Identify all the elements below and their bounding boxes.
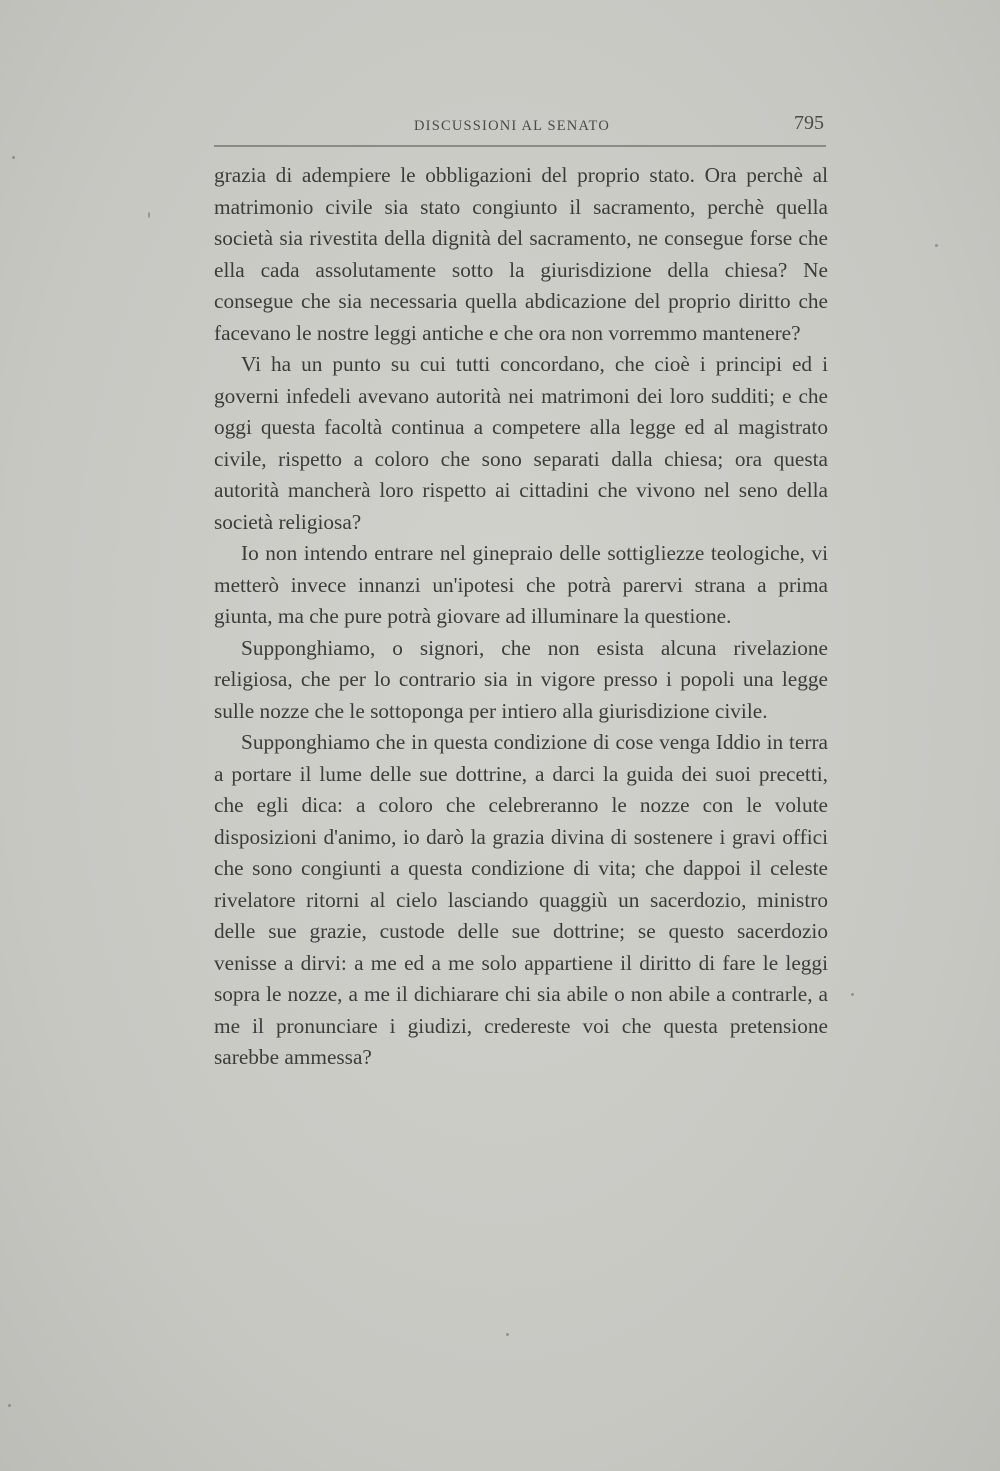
paragraph-5: Supponghiamo che in questa condizione di cose venga Iddio in terra a portare il lume delle sue dottrine, a darci la guida dei suoi precetti, che egli dica: a coloro che celebreranno le nozze con le volute disposizioni d'animo, io darò la grazia divina di sostenere i gravi offici che sono congiunti a questa condizione di vita; che dappoi il celeste rivelatore ritorni al cielo lasciando quaggiù un sacerdozio, ministro delle sue grazie, custode delle sue dottrine; se questo sacerdozio venisse a dirvi: a me ed a me solo appartiene il diritto di fare le leggi sopra le nozze, a me il dichiarare chi sia abile o non abile a contrarle, a me il pronunciare i giudizi, credereste voi che questa pretensione sarebbe ammessa? <box>214 730 828 1069</box>
paper-speck <box>8 1404 11 1407</box>
paragraph-3: Io non intendo entrare nel ginepraio delle sottigliezze teologiche, vi metterò invece innanzi un'ipotesi che potrà parervi strana a prima giunta, ma che pure potrà giovare ad illuminare la questione. <box>214 541 828 628</box>
running-header <box>214 112 826 142</box>
page-number: 795 <box>794 112 824 134</box>
running-title: DISCUSSIONI AL SENATO <box>414 118 610 134</box>
paragraph-4: Supponghiamo, o signori, che non esista alcuna rivelazione religiosa, che per lo contrario sia in vigore presso i popoli una legge sulle nozze che le sottoponga per intiero alla giurisdizione civile. <box>214 635 828 723</box>
paper-speck <box>148 212 150 218</box>
paragraph-1: grazia di adempiere le obbligazioni del proprio stato. Ora perchè al matrimonio civile sia stato congiunto il sacramento, perchè quella società sia rivestita della dignità del sacramento, ne consegue forse che ella cada assolutamente sotto la giurisdizione della chiesa? Ne consegue che sia necessaria quella abdicazione del proprio diritto che facevano le nostre leggi antiche e che ora non vorremmo mantenere? <box>214 163 828 345</box>
body-text <box>214 160 828 1074</box>
paragraph-2: Vi ha un punto su cui tutti concordano, che cioè i principi ed i governi infedeli avevano autorità nei matrimoni dei loro sudditi; e che oggi questa facoltà continua a competere alla legge ed al magistrato civile, rispetto a coloro che sono separati dalla chiesa; ora questa autorità mancherà loro rispetto ai cittadini che vivono nel seno della società religiosa? <box>214 352 828 534</box>
paper-speck <box>935 244 938 247</box>
paper-speck <box>506 1333 509 1336</box>
paper-speck <box>12 156 15 159</box>
header-rule <box>214 145 826 147</box>
paper-speck <box>851 993 854 996</box>
